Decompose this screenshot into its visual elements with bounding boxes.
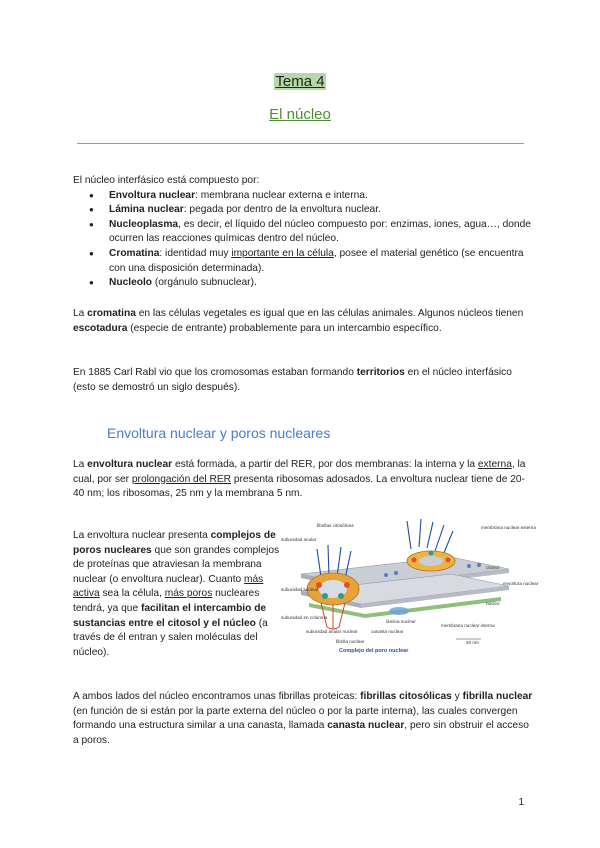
list-item: ● Lámina nuclear: pegada por dentro de la envoltura nuclear. [73,203,533,218]
label-subunidad-luminal: subunidad luminal [281,587,319,592]
list-item: ● Envoltura nuclear: membrana nuclear externa e interna. [73,189,533,204]
list-item: ● Cromatina: identidad muy importante en la célula, posee el material genético (se encuentra con una disposición determinada). [73,247,533,276]
label-nucleo: núcleo [486,601,500,606]
label-fibrillas: fibrillas citosólicas [317,523,354,528]
label-envoltura: envoltura nuclear [503,581,539,586]
page-number: 1 [518,797,524,808]
divider [77,143,524,144]
figure-caption: Complejo del poro nuclear [339,648,409,654]
paragraph-envoltura: La envoltura nuclear está formada, a partir del RER, por dos membranas: la interna y la externa, la cual, por ser prolongación del RER presenta ribosomas adosados. La envoltura nuclear tiene de 20-40 nm; los ribosomas, 25 nm y la membrana 5 nm. [73,459,526,500]
paragraph-fibrillas: A ambos lados del núcleo encontramos unas fibrillas proteicas: fibrillas citosólicas y fibrilla nuclear (en función de si están por la parte externa del núcleo o por la parte interna), las cuales convergen formando una estructura similar a una canasta, llamada canasta nuclear, pero sin obstruir el acceso a poros. [73,691,533,746]
paragraph-rabl: En 1885 Carl Rabl vio que los cromosomas estaban formando territorios en el núcleo interfásico (esto se demostró un siglo después). [73,367,512,393]
intro-block [73,174,533,291]
paragraph-poros: La envoltura nuclear presenta complejos de poros nucleares que son grandes complejos de proteínas que atraviesan la membrana nuclear (o envoltura nuclear). Cuanto más activa sea la célula, más poros nucleares tendrá, ya que facilitan el intercambio de sustancias entre el citosol y el núcleo (a través de él entran y salen moléculas del núcleo). [73,530,280,658]
page-title: El núcleo [269,106,331,123]
section-heading: Envoltura nuclear y poros nucleares [107,425,331,441]
label-subunidad-anular: subunidad anular nuclear [306,629,358,634]
label-canasta: canasta nuclear [371,629,404,634]
label-citosol: citosol [486,565,500,570]
label-anillo: subunidad anular [281,537,317,542]
component-list [73,189,533,291]
intro-lead: El núcleo interfásico está compuesto por: [73,175,260,186]
topic-number: Tema 4 [275,73,325,90]
list-item: ● Nucleoplasma, es decir, el líquido del núcleo compuesto por: enzimas, iones, agua…, donde ocurren las reacciones químicas dentro del núcleo. [73,218,533,247]
label-escala: 20 nm [466,640,479,645]
paragraph-cromatina: La cromatina en las células vegetales es igual que en las células animales. Algunos núcleos tienen escotadura (especie de entrante) probablemente para un intercambio específico. [73,308,524,334]
nuclear-pore-figure [281,519,539,654]
list-item: ● Nucleolo (orgánulo subnuclear). [73,276,533,291]
label-subunidad-columna: subunidad en columna [281,615,328,620]
label-membrana-int: membrana nuclear interna [441,623,495,628]
label-lamina: lámina nuclear [386,619,416,624]
label-membrana-ext: membrana nuclear externa [481,525,536,530]
label-fibrilla-nuclear: fibrilla nuclear [336,639,365,644]
